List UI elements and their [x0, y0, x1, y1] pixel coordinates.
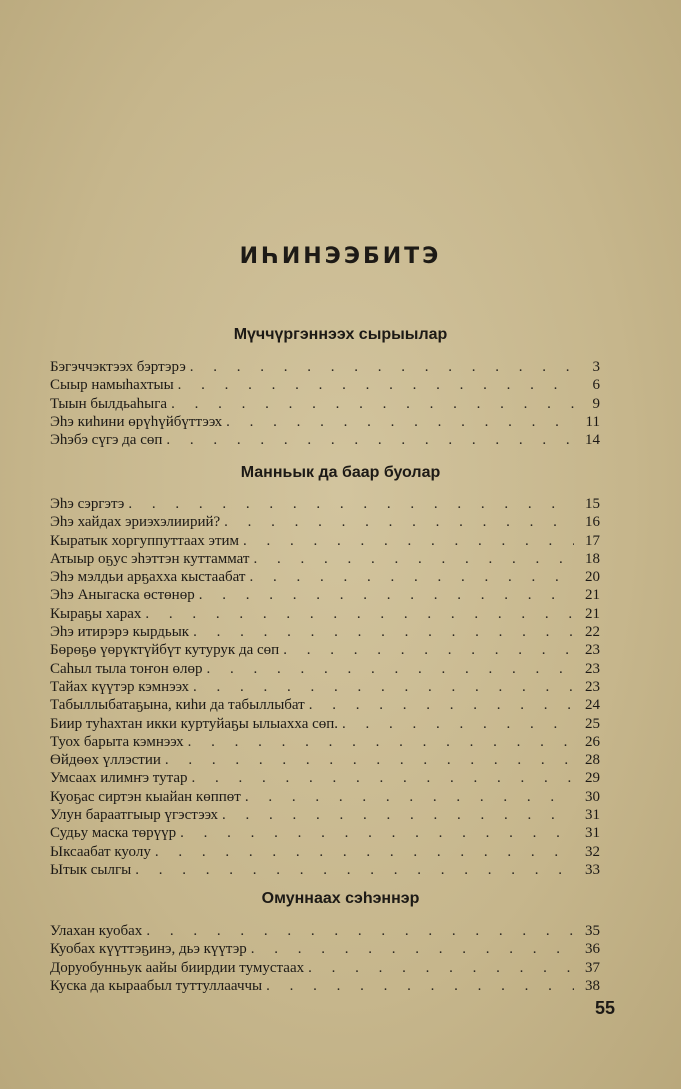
toc-entry-page: 23	[585, 660, 600, 677]
toc-entry-title: Эһэ Аныгаска өстөнөр	[50, 587, 195, 604]
dot-leader	[249, 568, 574, 586]
toc-entry[interactable]	[50, 513, 600, 531]
toc-entry-page: 33	[585, 861, 600, 878]
toc-entry-page: 31	[585, 807, 600, 824]
toc-entry[interactable]	[50, 376, 600, 394]
toc-entry-title: Тыын былдьаһыга	[50, 395, 168, 412]
toc-entry-page: 23	[585, 642, 600, 659]
toc-entry-page: 36	[585, 941, 600, 958]
toc-entry-page: 14	[585, 432, 600, 449]
toc-entry[interactable]	[50, 861, 600, 879]
toc-entry-title: Улахан куобах	[50, 923, 143, 939]
toc-entry-title: Эһэ итирэрэ кырдьык	[50, 624, 190, 641]
toc-entry-page: 23	[585, 678, 600, 695]
toc-entry[interactable]	[50, 413, 600, 431]
toc-entry-title: Улун бараатгыыр үгэстээх	[50, 807, 218, 824]
toc-entry-page: 6	[592, 377, 600, 394]
toc-entry[interactable]	[50, 532, 600, 550]
dot-leader	[193, 623, 574, 641]
dot-leader	[145, 605, 574, 623]
toc-entry-title: Куска да кыраабыл туттуллааччы	[50, 977, 263, 994]
toc-entry-page: 20	[585, 569, 600, 586]
dot-leader	[128, 495, 574, 513]
toc-entry[interactable]	[50, 843, 600, 861]
toc-entry-title: Куобах күүттэҕинэ, дьэ күүтэр	[50, 941, 247, 958]
toc-entry-page: 30	[585, 788, 600, 805]
dot-leader	[190, 358, 574, 376]
toc-entry-page: 21	[585, 587, 600, 604]
dot-leader	[199, 586, 574, 604]
toc-entry-title: Өйдөөх үллэстии	[50, 752, 161, 769]
toc-entry-title: Саһыл тыла тоҥон өлөр	[50, 660, 203, 677]
toc-entry-title: Судьу маска төрүүр	[50, 825, 177, 842]
toc-entry[interactable]	[50, 940, 600, 958]
dot-leader	[146, 922, 574, 940]
toc-entry[interactable]	[50, 788, 600, 806]
toc-entry-page: 31	[585, 825, 600, 842]
toc-entry[interactable]	[50, 977, 600, 995]
toc-entry-page: 28	[585, 752, 600, 769]
toc-entry-page: 9	[592, 395, 600, 412]
dot-leader	[192, 769, 574, 787]
toc-entry[interactable]	[50, 395, 600, 413]
dot-leader	[178, 376, 574, 394]
toc-entry[interactable]	[50, 358, 600, 376]
toc-entry[interactable]	[50, 696, 600, 714]
toc-entry-title: Эһэ хайдах эриэхэлиирий?	[50, 514, 221, 531]
toc-entry-title: Умсаах илимҥэ тутар	[50, 770, 188, 787]
toc-entry[interactable]	[50, 605, 600, 623]
dot-leader	[224, 513, 574, 531]
toc-entry-page: 24	[585, 697, 600, 714]
dot-leader	[251, 940, 574, 958]
toc-entry-title: Эһэ мэлдьи арҕахха кыстаабат	[50, 569, 246, 586]
toc-entry[interactable]	[50, 568, 600, 586]
toc-entry-title: Эһэ сэргэтэ	[50, 496, 125, 512]
dot-leader	[155, 843, 574, 861]
toc-entry[interactable]	[50, 751, 600, 769]
dot-leader	[243, 532, 574, 550]
page-title: ИҺИНЭЭБИТЭ	[239, 244, 442, 269]
toc-entry[interactable]	[50, 806, 600, 824]
toc-entry[interactable]	[50, 495, 600, 513]
toc-entry-page: 16	[585, 514, 600, 531]
toc-entry[interactable]	[50, 623, 600, 641]
toc-entry-page: 11	[585, 413, 600, 430]
toc-section-3	[50, 922, 600, 995]
toc-entry-page: 37	[585, 959, 600, 976]
toc-entry-title: Бөрөҕө үөрүктүйбүт кутурук да сөп	[50, 642, 280, 659]
dot-leader	[135, 861, 574, 879]
toc-entry-title: Туох барыта кэмнээх	[50, 733, 184, 750]
section-heading: Мүччүргэннээх сырыылар	[233, 326, 448, 343]
toc-entry-page: 22	[585, 624, 600, 641]
toc-section-1	[50, 358, 600, 449]
toc-entry-title: Атыыр оҕус эһэттэн куттаммат	[50, 550, 250, 567]
toc-entry[interactable]	[50, 660, 600, 678]
toc-entry-page: 18	[585, 550, 600, 567]
toc-entry[interactable]	[50, 922, 600, 940]
dot-leader	[254, 550, 575, 568]
toc-entry-title: Ыксаабат куолу	[50, 843, 151, 860]
toc-entry[interactable]	[50, 824, 600, 842]
toc-entry-page: 38	[585, 977, 600, 994]
toc-entry-title: Эһэ киһини өрүһүйбүттээх	[50, 413, 223, 430]
dot-leader	[171, 395, 574, 413]
toc-entry-title: Бэгэччэктээх бэртэрэ	[50, 359, 186, 375]
dot-leader	[309, 696, 574, 714]
toc-entry[interactable]	[50, 715, 600, 733]
page-number: 55	[595, 998, 616, 1018]
toc-entry-title: Табыллыбатаҕына, киһи да табыллыбат	[50, 697, 305, 714]
section-heading: Омуннаах сэһэннэр	[261, 890, 420, 907]
toc-entry-title: Ытык сылгы	[50, 861, 132, 878]
toc-entry-title: Кыраҕы харах	[50, 605, 142, 622]
toc-entry[interactable]	[50, 586, 600, 604]
toc-entry-title: Кыратык хоргуппуттаах этим	[50, 532, 240, 549]
dot-leader	[222, 806, 574, 824]
toc-entry-page: 29	[585, 770, 600, 787]
toc-entry[interactable]	[50, 431, 600, 449]
toc-entry-title: Доруобунньук аайы биирдии тумустаах	[50, 959, 305, 976]
toc-entry[interactable]	[50, 769, 600, 787]
toc-entry-page: 15	[585, 496, 600, 512]
dot-leader	[342, 715, 574, 733]
toc-entry[interactable]	[50, 550, 600, 568]
toc-entry-page: 3	[592, 359, 600, 375]
toc-entry[interactable]	[50, 678, 600, 696]
toc-entry-page: 21	[585, 605, 600, 622]
toc-entry-page: 26	[585, 733, 600, 750]
toc-entry-title: Биир туһахтан икки куртуйаҕы ылыахха сөп.	[50, 715, 339, 732]
dot-leader	[193, 678, 574, 696]
dot-leader	[165, 751, 574, 769]
dot-leader	[180, 824, 574, 842]
dot-leader	[266, 977, 574, 995]
dot-leader	[308, 959, 574, 977]
dot-leader	[283, 641, 574, 659]
section-heading: Манньык да баар буолар	[240, 464, 441, 481]
dot-leader	[226, 413, 574, 431]
dot-leader	[188, 733, 574, 751]
toc-entry-page: 35	[585, 923, 600, 939]
toc-entry[interactable]	[50, 733, 600, 751]
toc-entry-page: 25	[585, 715, 600, 732]
dot-leader	[166, 431, 574, 449]
toc-entry[interactable]	[50, 641, 600, 659]
dot-leader	[245, 788, 574, 806]
toc-entry-title: Эһэбэ сүгэ да сөп	[50, 432, 163, 449]
toc-entry-title: Куоҕас сиртэн кыайан көппөт	[50, 788, 241, 805]
toc-entry-title: Тайах күүтэр кэмнээх	[50, 678, 189, 695]
toc-section-2	[50, 495, 600, 879]
toc-entry-title: Сыыр намыһахтыы	[50, 377, 174, 394]
dot-leader	[206, 660, 574, 678]
toc-entry-page: 32	[585, 843, 600, 860]
toc-entry[interactable]	[50, 959, 600, 977]
toc-entry-page: 17	[585, 532, 600, 549]
